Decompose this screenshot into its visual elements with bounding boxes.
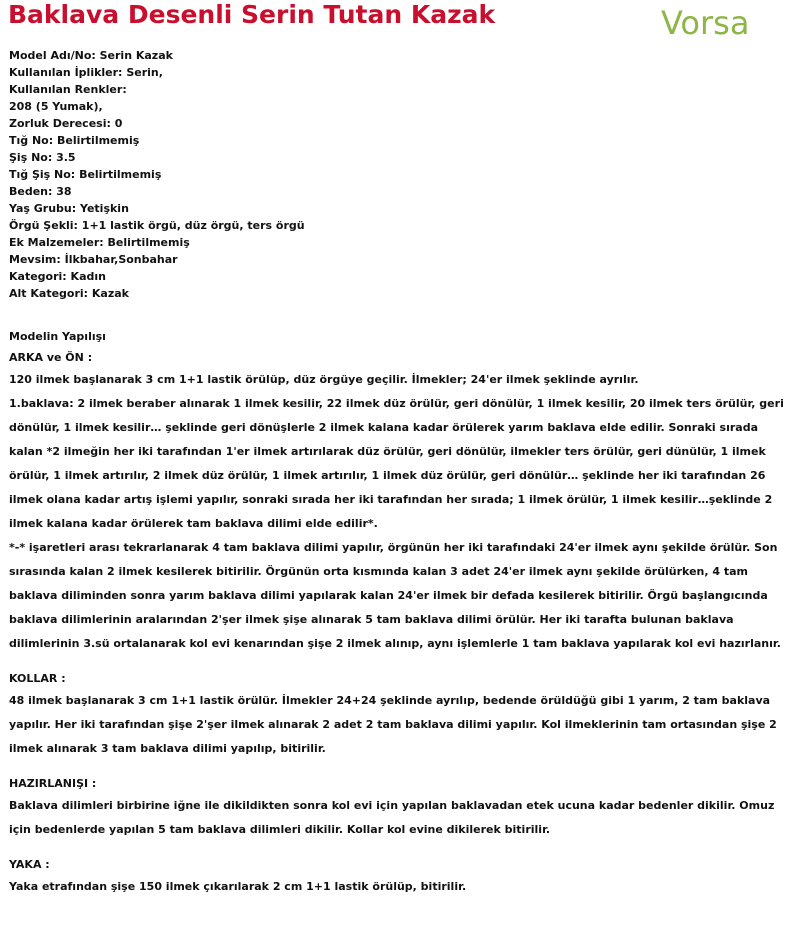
detail-value: Kazak [91, 287, 129, 300]
detail-value: 1+1 lastik örgü, düz örgü, ters örgü [81, 219, 305, 232]
detail-key: Beden: [9, 185, 53, 198]
detail-color-amount [9, 98, 305, 115]
detail-key: Kullanılan Renkler: [9, 83, 127, 96]
detail-key: Kullanılan İplikler: [9, 66, 123, 79]
detail-key: Mevsim: [9, 253, 61, 266]
detail-key: Alt Kategori: [9, 287, 89, 300]
detail-value: 0 [114, 117, 123, 130]
detail-difficulty [9, 115, 305, 132]
instructions [9, 326, 787, 899]
detail-key: Kategori: [9, 270, 67, 283]
detail-value: Serin, [126, 66, 163, 79]
detail-model-name [9, 47, 305, 64]
detail-needle-size [9, 149, 305, 166]
detail-age-group [9, 200, 305, 217]
detail-colors [9, 81, 305, 98]
detail-size [9, 183, 305, 200]
detail-knit-style [9, 217, 305, 234]
page-title: Baklava Desenli Serin Tutan Kazak [8, 0, 496, 29]
model-details [9, 47, 305, 302]
detail-key: 208 (5 Yumak), [9, 100, 103, 113]
section-heading-assembly: HAZIRLANIŞI : [9, 777, 97, 790]
detail-key: Ek Malzemeler: [9, 236, 104, 249]
brand-logo: Vorsa [661, 4, 750, 42]
detail-key: Model Adı/No: [9, 49, 96, 62]
section-heading-sleeves: KOLLAR : [9, 672, 66, 685]
detail-subcategory [9, 285, 305, 302]
detail-value: Belirtilmemiş [107, 236, 190, 249]
detail-hook-size [9, 132, 305, 149]
paragraph: Baklava dilimleri birbirine iğne ile dikildikten sonra kol evi için yapılan baklavadan etek ucuna kadar bedenler dikilir. Omuz için bedenlerde yapılan 5 tam baklava dilimleri dikilir. Kollar kol evine dikilerek bitirilir. [9, 799, 775, 836]
detail-key: Tığ No: [9, 134, 54, 147]
detail-season [9, 251, 305, 268]
paragraph: Yaka etrafından şişe 150 ilmek çıkarılarak 2 cm 1+1 lastik örülüp, bitirilir. [9, 880, 467, 893]
detail-value: İlkbahar,Sonbahar [64, 253, 178, 266]
structure-label: Modelin Yapılışı [9, 330, 106, 343]
detail-value: Belirtilmemiş [56, 134, 140, 147]
paragraph: *-* işaretleri arası tekrarlanarak 4 tam baklava dilimi yapılır, örgünün her iki tarafındaki 24'er ilmek aynı şekilde örülür. Son sırasında kalan 2 ilmek kesilerek bitirilir. Örgünün orta kısmında kalan 3 adet 24'er ilmek aynı şekilde örülürken, 4 tam baklava diliminden sonra yarım baklava dilimi yapılarak kalan 24'er ilmek bir defada kesilerek bitirilir. Örgü başlangıcında baklava dilimlerinin aralarından 2'şer ilmek şişe alınarak 5 tam baklava dilimi örülür. Her iki tarafta bulunan baklava dilimlerinin 3.sü ortalanarak kol evi kenarından şişe 2 ilmek alınıp, aynı işlemlerle 1 tam baklava yapılarak kol evi hazırlanır. [9, 541, 781, 650]
detail-value: 38 [56, 185, 72, 198]
detail-value: Yetişkin [80, 202, 129, 215]
detail-extra-materials [9, 234, 305, 251]
detail-yarns [9, 64, 305, 81]
section-heading-back-front: ARKA ve ÖN : [9, 351, 93, 364]
paragraph: 48 ilmek başlanarak 3 cm 1+1 lastik örülür. İlmekler 24+24 şeklinde ayrılıp, bedende örüldüğü gibi 1 yarım, 2 tam baklava yapılır. Her iki tarafından şişe 2'şer ilmek alınarak 2 adet 2 tam baklava dilimi yapılır. Kol ilmeklerinin tam ortasından şişe 2 ilmek alınarak 3 tam baklava dilimi yapılıp, bitirilir. [9, 694, 777, 755]
detail-hook-needle-size [9, 166, 305, 183]
detail-key: Şiş No: [9, 151, 53, 164]
section-heading-collar: YAKA : [9, 858, 50, 871]
detail-value: 3.5 [56, 151, 76, 164]
detail-key: Örgü Şekli: [9, 219, 78, 232]
detail-category [9, 268, 305, 285]
paragraph: 1.baklava: 2 ilmek beraber alınarak 1 ilmek kesilir, 22 ilmek düz örülür, geri dönülür, 1 ilmek kesilir, 20 ilmek ters örülür, geri dönülür, 1 ilmek kesilir… şeklinde geri dönüşlerle 2 ilmek kalana kadar örülerek yarım baklava elde edilir. Sonraki sırada kalan *2 ilmeğin her iki tarafından 1'er ilmek artırılarak düz örülür, geri dönülür, ilmekler ters örülür, geri dünülür, 1 ilmek örülür, 1 ilmek artırılır, 2 ilmek düz örülür, 1 ilmek artırılır, 1 ilmek düz örülür, geri dönülür… şeklinde her iki tarafından 26 ilmek olana kadar artış işlemi yapılır, sonraki sırada her iki tarafından her sırada; 1 ilmek örülür, 1 ilmek kesilir…şeklinde 2 ilmek kalana kadar örülerek tam baklava dilimi elde edilir*. [9, 397, 784, 530]
detail-key: Zorluk Derecesi: [9, 117, 111, 130]
detail-value: Serin Kazak [99, 49, 173, 62]
detail-key: Tığ Şiş No: [9, 168, 76, 181]
detail-value: Belirtilmemiş [79, 168, 162, 181]
detail-value: Kadın [70, 270, 106, 283]
paragraph: 120 ilmek başlanarak 3 cm 1+1 lastik örülüp, düz örgüye geçilir. İlmekler; 24'er ilmek şeklinde ayrılır. [9, 373, 639, 386]
detail-key: Yaş Grubu: [9, 202, 77, 215]
